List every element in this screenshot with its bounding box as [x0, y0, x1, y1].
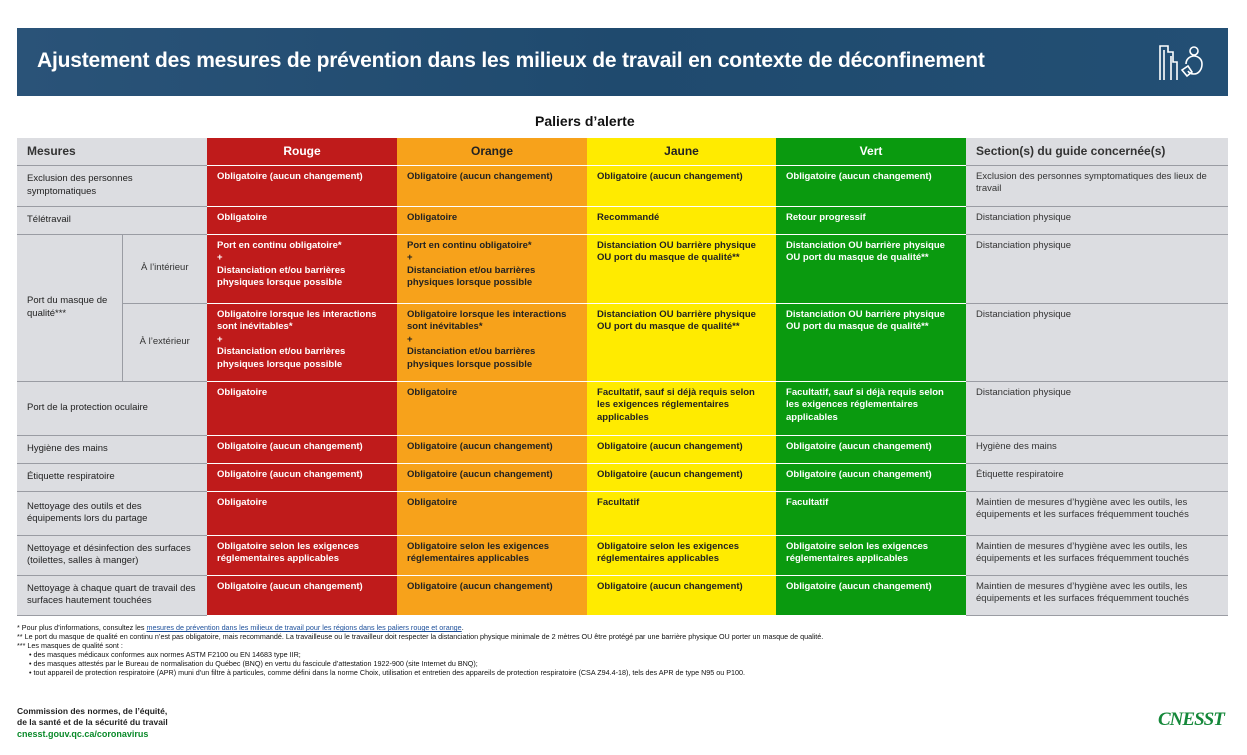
measure-label: Étiquette respiratoire: [17, 463, 207, 491]
level-cell-rouge: Obligatoire: [207, 206, 397, 234]
col-rouge: Rouge: [207, 138, 397, 165]
org-line-1: Commission des normes, de l’équité,: [17, 706, 168, 716]
level-cell-jaune: Obligatoire (aucun changement): [587, 575, 776, 615]
level-cell-rouge: Obligatoire: [207, 381, 397, 435]
level-cell-vert: Obligatoire (aucun changement): [776, 165, 966, 206]
level-cell-rouge: Obligatoire: [207, 491, 397, 535]
measure-label: Port du masque de qualité***: [17, 234, 122, 381]
guide-section: Distanciation physique: [966, 303, 1228, 381]
page-title: Ajustement des mesures de prévention dans les milieux de travail en contexte de déconfinement: [37, 49, 985, 72]
level-cell-orange: Obligatoire selon les exigences réglementaires applicables: [397, 535, 587, 575]
measure-label: Nettoyage à chaque quart de travail des surfaces hautement touchées: [17, 575, 207, 615]
level-cell-jaune: Facultatif: [587, 491, 776, 535]
building-worker-icon: [1158, 42, 1206, 82]
level-cell-rouge: Obligatoire (aucun changement): [207, 575, 397, 615]
level-cell-vert: Facultatif, sauf si déjà requis selon les exigences réglementaires applicables: [776, 381, 966, 435]
table-row: [17, 463, 1228, 491]
table-row: [17, 575, 1228, 615]
level-cell-orange: Obligatoire: [397, 491, 587, 535]
level-cell-orange: Obligatoire (aucun changement): [397, 575, 587, 615]
measure-label: Exclusion des personnes symptomatiques: [17, 165, 207, 206]
col-mesures: Mesures: [17, 138, 207, 165]
measure-sublabel: À l’extérieur: [122, 303, 207, 381]
level-cell-vert: Obligatoire (aucun changement): [776, 463, 966, 491]
guide-section: Hygiène des mains: [966, 435, 1228, 463]
guide-section: Distanciation physique: [966, 206, 1228, 234]
level-cell-orange: Obligatoire: [397, 381, 587, 435]
website-link[interactable]: cnesst.gouv.qc.ca/coronavirus: [17, 729, 149, 739]
level-cell-rouge: Obligatoire lorsque les interactions sont inévitables* + Distanciation et/ou barrières physiques lorsque possible: [207, 303, 397, 381]
footnote-3: *** Les masques de qualité sont :: [17, 641, 123, 650]
level-cell-orange: Obligatoire: [397, 206, 587, 234]
organization-name: [17, 706, 168, 728]
level-cell-jaune: Obligatoire (aucun changement): [587, 463, 776, 491]
level-cell-orange: Obligatoire (aucun changement): [397, 463, 587, 491]
table-row: [17, 491, 1228, 535]
footnote-bullet: des masques attestés par le Bureau de normalisation du Québec (BNQ) en vertu du fascicule d’attestation 1922-900 (site Internet du BNQ);: [33, 659, 478, 668]
table-row: [17, 435, 1228, 463]
footnote-bullet: tout appareil de protection respiratoire (APR) muni d’un filtre à particules, comme défini dans la norme Choix, utilisation et entretien des appareils de protection respiratoire (CSA Z94.4-18), tels des APR de type N95 ou P100.: [33, 668, 746, 677]
measure-label: Nettoyage et désinfection des surfaces (toilettes, salles à manger): [17, 535, 207, 575]
col-vert: Vert: [776, 138, 966, 165]
guide-section: Maintien de mesures d’hygiène avec les outils, les équipements et les surfaces fréquemment touchés: [966, 575, 1228, 615]
level-cell-rouge: Obligatoire (aucun changement): [207, 435, 397, 463]
title-banner: [17, 28, 1228, 96]
level-cell-orange: Obligatoire lorsque les interactions sont inévitables* + Distanciation et/ou barrières physiques lorsque possible: [397, 303, 587, 381]
table-row: [17, 165, 1228, 206]
table-row: [17, 234, 1228, 303]
level-cell-vert: Facultatif: [776, 491, 966, 535]
level-cell-vert: Obligatoire (aucun changement): [776, 435, 966, 463]
level-cell-jaune: Obligatoire (aucun changement): [587, 435, 776, 463]
table-row: [17, 381, 1228, 435]
prevention-measures-link[interactable]: mesures de prévention dans les milieux de travail pour les régions dans les paliers rouge et orange: [146, 623, 462, 632]
level-cell-jaune: Recommandé: [587, 206, 776, 234]
footnote-1: * Pour plus d’informations, consultez les: [17, 623, 147, 632]
footnote-1-end: .: [461, 623, 464, 632]
level-cell-vert: Obligatoire (aucun changement): [776, 575, 966, 615]
measure-label: Nettoyage des outils et des équipements lors du partage: [17, 491, 207, 535]
measure-label: Télétravail: [17, 206, 207, 234]
col-section: Section(s) du guide concernée(s): [966, 138, 1228, 165]
level-cell-orange: Port en continu obligatoire* + Distanciation et/ou barrières physiques lorsque possible: [397, 234, 587, 303]
guide-section: Maintien de mesures d’hygiène avec les outils, les équipements et les surfaces fréquemment touchés: [966, 535, 1228, 575]
guide-section: Distanciation physique: [966, 234, 1228, 303]
level-cell-vert: Obligatoire selon les exigences réglementaires applicables: [776, 535, 966, 575]
footnote-bullet: des masques médicaux conformes aux normes ASTM F2100 ou EN 14683 type IIR;: [33, 650, 301, 659]
org-line-2: de la santé et de la sécurité du travail: [17, 717, 168, 727]
guide-section: Exclusion des personnes symptomatiques des lieux de travail: [966, 165, 1228, 206]
footnote-2: ** Le port du masque de qualité en continu n’est pas obligatoire, mais recommandé. La travailleuse ou le travailleur doit respecter la distanciation physique minimale de 2 mètres OU être protégé par une barrière physique OU porter un masque de qualité.: [17, 632, 824, 641]
alert-levels-heading: Paliers d’alerte: [535, 113, 635, 129]
table-row: [17, 535, 1228, 575]
cnesst-logo: CNESST: [1158, 709, 1224, 730]
measure-label: Hygiène des mains: [17, 435, 207, 463]
level-cell-jaune: Facultatif, sauf si déjà requis selon les exigences réglementaires applicables: [587, 381, 776, 435]
level-cell-rouge: Port en continu obligatoire* + Distanciation et/ou barrières physiques lorsque possible: [207, 234, 397, 303]
level-cell-vert: Retour progressif: [776, 206, 966, 234]
level-cell-jaune: Obligatoire (aucun changement): [587, 165, 776, 206]
level-cell-orange: Obligatoire (aucun changement): [397, 435, 587, 463]
guide-section: Maintien de mesures d’hygiène avec les outils, les équipements et les surfaces fréquemment touchés: [966, 491, 1228, 535]
table-row: [17, 303, 1228, 381]
level-cell-jaune: Distanciation OU barrière physique OU port du masque de qualité**: [587, 303, 776, 381]
level-cell-vert: Distanciation OU barrière physique OU port du masque de qualité**: [776, 303, 966, 381]
measure-sublabel: À l’intérieur: [122, 234, 207, 303]
guide-section: Distanciation physique: [966, 381, 1228, 435]
measures-table: [17, 138, 1228, 616]
level-cell-rouge: Obligatoire (aucun changement): [207, 165, 397, 206]
level-cell-jaune: Distanciation OU barrière physique OU port du masque de qualité**: [587, 234, 776, 303]
level-cell-vert: Distanciation OU barrière physique OU port du masque de qualité**: [776, 234, 966, 303]
guide-section: Étiquette respiratoire: [966, 463, 1228, 491]
level-cell-orange: Obligatoire (aucun changement): [397, 165, 587, 206]
col-orange: Orange: [397, 138, 587, 165]
measure-label: Port de la protection oculaire: [17, 381, 207, 435]
level-cell-jaune: Obligatoire selon les exigences réglementaires applicables: [587, 535, 776, 575]
table-row: [17, 206, 1228, 234]
level-cell-rouge: Obligatoire (aucun changement): [207, 463, 397, 491]
level-cell-rouge: Obligatoire selon les exigences réglementaires applicables: [207, 535, 397, 575]
footnotes: * Pour plus d’informations, consultez les mesures de prévention dans les milieux de travail pour les régions dans les paliers rouge et orange. ** Le port du masque de qualité en continu n’est pas obligatoire, mais recommandé. La travailleuse ou le travailleur doit respecter la distanciation physique minimale de 2 mètres OU être protégé par une barrière physique OU porter un masque de qualité. *** Les masques de qualité sont : • des masques médicaux conformes aux normes ASTM F2100 ou EN 14683 type IIR; • des masques attestés par le Bureau de normalisation du Québec (BNQ) en vertu du fascicule d’attestation 1922-900 (site Internet du BNQ); • tout appareil de protection respiratoire (APR) muni d’un filtre à particules, comme défini dans la norme Choix, utilisation et entretien des appareils de protection respiratoire (CSA Z94.4-18), tels des APR de type N95 ou P100.: [17, 623, 1017, 677]
col-jaune: Jaune: [587, 138, 776, 165]
